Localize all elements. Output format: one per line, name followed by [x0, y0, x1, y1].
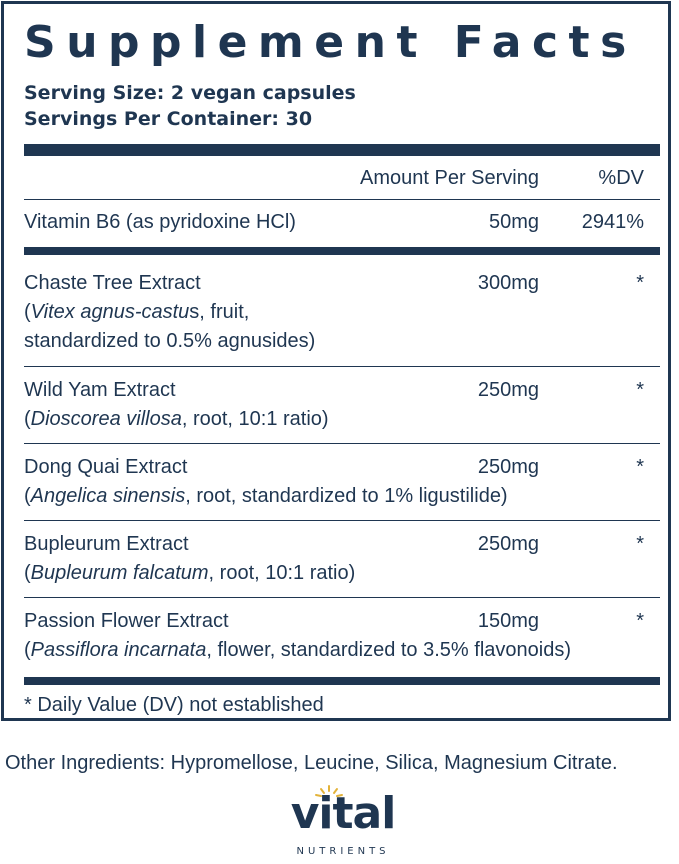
divider: [24, 520, 660, 521]
vitamin-b6-name: Vitamin B6 (as pyridoxine HCl): [24, 211, 296, 233]
ingredient-name: Dong Quai Extract: [24, 456, 188, 478]
ingredient-detail: (Vitex agnus-castus, fruit,: [24, 301, 250, 323]
ingredient-name: Bupleurum Extract: [24, 533, 189, 555]
divider: [24, 597, 660, 598]
brand-subtitle: NUTRIENTS: [296, 846, 390, 857]
brand-logo: [268, 784, 418, 864]
ingredient-detail: (Passiflora incarnata, flower, standardized to 3.5% flavonoids): [24, 639, 571, 661]
ingredient-name: Chaste Tree Extract: [24, 272, 201, 294]
divider: [24, 443, 660, 444]
ingredient-name: Passion Flower Extract: [24, 610, 229, 632]
vitamin-b6-amount: 50mg: [488, 211, 539, 233]
vitamin-b6-dv: 2941%: [581, 211, 644, 233]
ingredient-amount: 250mg: [477, 379, 539, 401]
divider: [24, 366, 660, 367]
medium-divider: [24, 247, 660, 255]
serving-size: Serving Size: 2 vegan capsules: [24, 82, 356, 104]
ingredient-amount: 250mg: [477, 533, 539, 555]
facts-title: Supplement Facts: [24, 17, 637, 68]
ingredient-dv: *: [636, 379, 644, 401]
ingredient-amount: 300mg: [477, 272, 539, 294]
ingredient-amount: 150mg: [477, 610, 539, 632]
ingredient-dv: *: [636, 533, 644, 555]
servings-per-container: Servings Per Container: 30: [24, 108, 313, 130]
ingredient-amount: 250mg: [477, 456, 539, 478]
column-header-dv: %DV: [598, 167, 644, 189]
thick-divider: [24, 144, 660, 156]
footnote: * Daily Value (DV) not established: [24, 694, 324, 716]
ingredient-detail: (Dioscorea villosa, root, 10:1 ratio): [24, 408, 329, 430]
divider: [24, 199, 660, 200]
ingredient-detail: (Bupleurum falcatum, root, 10:1 ratio): [24, 562, 356, 584]
brand-name: vital: [290, 788, 396, 839]
column-header-amount: Amount Per Serving: [360, 167, 539, 189]
ingredient-name: Wild Yam Extract: [24, 379, 176, 401]
ingredient-dv: *: [636, 456, 644, 478]
ingredient-dv: *: [636, 272, 644, 294]
ingredient-dv: *: [636, 610, 644, 632]
ingredient-detail: (Angelica sinensis, root, standardized to 1% ligustilide): [24, 485, 508, 507]
other-ingredients: Other Ingredients: Hypromellose, Leucine, Silica, Magnesium Citrate.: [5, 752, 618, 774]
medium-divider: [24, 677, 660, 685]
ingredient-detail-line2: standardized to 0.5% agnusides): [24, 330, 316, 352]
supplement-facts-panel: [1, 1, 671, 721]
